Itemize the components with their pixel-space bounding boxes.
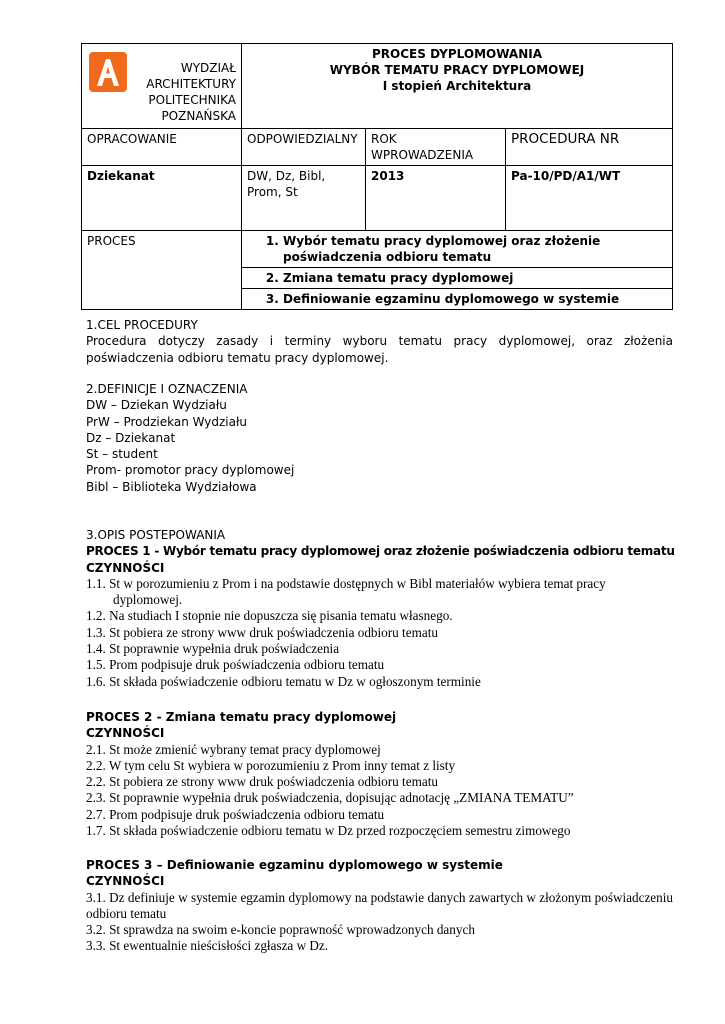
section-heading: 1.CEL PROCEDURY (86, 318, 198, 332)
proces3-czynnosci: CZYNNOŚCI (86, 874, 165, 889)
value-rok: 2013 (366, 166, 506, 231)
letter-a-icon (89, 52, 127, 92)
proces-item-text: 2. Zmiana tematu pracy dyplomowej (283, 270, 667, 286)
proces2-step: 2.7. Prom podpisuje druk poświadczenia odbioru tematu (86, 806, 385, 822)
label-opracowanie: OPRACOWANIE (82, 129, 242, 166)
proces1-step: 1.1. St w porozumieniu z Prom i na podstawie dostępnych w Bibl materiałów wybiera temat pracy dyplomowej. (86, 575, 606, 608)
section-text: Procedura dotyczy zasady i terminy wyboru tematu pracy dyplomowej, oraz złożenia poświadczenia odbioru tematu pracy dyplomowej. (86, 334, 673, 365)
faculty-line: POZNAŃSKA (161, 109, 236, 123)
proces-list (247, 270, 667, 286)
value-odpowiedzialny-line: DW, Dz, Bibl, (247, 169, 326, 183)
definition-item: PrW – Prodziekan Wydziału (86, 414, 248, 429)
proces-list (247, 233, 667, 265)
section-heading: 2.DEFINICJE I OZNACZENIA (86, 382, 248, 396)
definition-item: St – student (86, 447, 158, 462)
proces1-step: 1.5. Prom podpisuje druk poświadczenia odbioru tematu (86, 657, 385, 673)
proces2-czynnosci: CZYNNOŚCI (86, 726, 165, 741)
label-procedura: PROCEDURA NR (506, 129, 673, 166)
proces3-step: 3.2. St sprawdza na swoim e-koncie poprawność wprowadzonych danych (86, 922, 475, 938)
section-definicje (86, 381, 673, 495)
label-rok (366, 129, 506, 166)
value-odpowiedzialny (242, 166, 366, 231)
proces2-step: 2.2. W tym celu St wybiera w porozumieniu z Prom inny temat z listy (86, 757, 456, 773)
section-heading: 3.OPIS POSTEPOWANIA (86, 528, 226, 542)
definition-item: Prom- promotor pracy dyplomowej (86, 463, 295, 478)
proces-item-2 (242, 268, 673, 289)
proces1-step: 1.4. St poprawnie wypełnia druk poświadczenia (86, 641, 340, 657)
proces2-step: 2.3. St poprawnie wypełnia druk poświadczenia, dopisując adnotację „ZMIANA TEMATU” (86, 790, 574, 806)
proces3-title: PROCES 3 – Definiowanie egzaminu dyplomowego w systemie (86, 858, 503, 872)
proces-item-1 (242, 231, 673, 268)
proces-item-text: 1. Wybór tematu pracy dyplomowej oraz złożenie poświadczenia odbioru tematu (283, 233, 667, 265)
proces-item-3 (242, 289, 673, 310)
label-rok-line: ROK (371, 132, 397, 146)
section-proces2 (86, 709, 673, 839)
proces2-step: 1.7. St składa poświadczenie odbioru tematu w Dz przed rozpoczęciem semestru zimowego (86, 823, 571, 839)
proces3-step: 3.1. Dz definiuje w systemie egzamin dyplomowy na podstawie danych zawartych w złożonym poświadczeniu odbioru tematu (86, 889, 673, 921)
value-opracowanie: Dziekanat (82, 166, 242, 231)
definition-item: Dz – Dziekanat (86, 430, 176, 445)
proces1-step: 1.2. Na studiach I stopnie nie dopuszcza się pisania tematu własnego. (86, 608, 453, 624)
faculty-line: ARCHITEKTURY (146, 77, 236, 91)
definition-item: DW – Dziekan Wydziału (86, 398, 227, 413)
section-opis (86, 527, 673, 690)
section-proces3 (86, 857, 673, 955)
label-odpowiedzialny: ODPOWIEDZIALNY (242, 129, 366, 166)
faculty-line: POLITECHNIKA (148, 93, 236, 107)
header-table (81, 43, 673, 310)
label-proces: PROCES (82, 231, 242, 310)
definition-item: Bibl – Biblioteka Wydziałowa (86, 479, 257, 494)
proces1-title: PROCES 1 - Wybór tematu pracy dyplomowej oraz złożenie poświadczenia odbioru tematu (86, 544, 675, 559)
title-line: I stopień Architektura (382, 79, 532, 93)
section-cel (86, 317, 673, 366)
proces1-czynnosci: CZYNNOŚCI (86, 560, 165, 575)
proces2-title: PROCES 2 - Zmiana tematu pracy dyplomowej (86, 710, 397, 724)
label-rok-line: WPROWADZENIA (371, 148, 474, 162)
faculty-logo (89, 52, 127, 92)
title-line: PROCES DYPLOMOWANIA (372, 47, 542, 61)
title-line: WYBÓR TEMATU PRACY DYPLOMOWEJ (329, 63, 585, 77)
proces2-step: 2.2. St pobiera ze strony www druk poświadczenia odbioru tematu (86, 774, 438, 790)
value-odpowiedzialny-line: Prom, St (247, 185, 298, 199)
proces3-step: 3.3. St ewentualnie nieścisłości zgłasza w Dz. (86, 938, 329, 954)
proces2-step: 2.1. St może zmienić wybrany temat pracy dyplomowej (86, 741, 381, 757)
faculty-line: WYDZIAŁ (180, 61, 236, 75)
proces-list (247, 291, 667, 307)
proces1-step: 1.6. St składa poświadczenie odbioru tematu w Dz w ogłoszonym terminie (86, 673, 481, 689)
document-title (242, 44, 673, 129)
value-procedura: Pa-10/PD/A1/WT (506, 166, 673, 231)
logo-cell (82, 44, 242, 129)
proces1-step: 1.3. St pobiera ze strony www druk poświadczenia odbioru tematu (86, 624, 438, 640)
proces-item-text: 3. Definiowanie egzaminu dyplomowego w systemie (283, 291, 667, 307)
